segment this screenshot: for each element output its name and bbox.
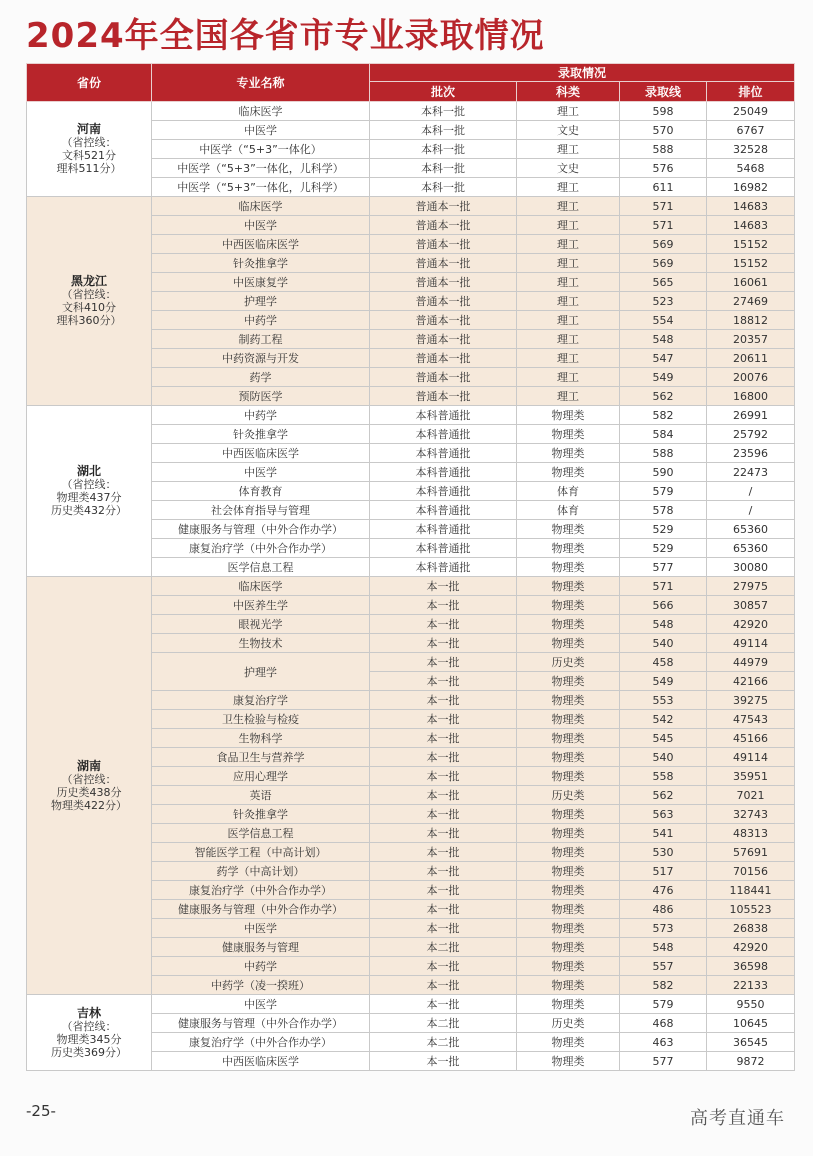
header-province: 省份 (27, 64, 152, 102)
cell-subject: 理工 (517, 368, 620, 387)
cell-major: 制药工程 (152, 330, 370, 349)
cell-rank: 22473 (707, 463, 795, 482)
cell-subject: 物理类 (517, 805, 620, 824)
cell-subject: 文史 (517, 159, 620, 178)
cell-major: 临床医学 (152, 197, 370, 216)
cell-major: 生物科学 (152, 729, 370, 748)
cell-major: 生物技术 (152, 634, 370, 653)
cell-major: 医学信息工程 (152, 558, 370, 577)
cell-batch: 本科普通批 (370, 444, 517, 463)
cell-rank: 44979 (707, 653, 795, 672)
cell-subject: 物理类 (517, 824, 620, 843)
cell-score: 517 (620, 862, 707, 881)
cell-batch: 本一批 (370, 710, 517, 729)
cell-subject: 理工 (517, 254, 620, 273)
cell-subject: 物理类 (517, 748, 620, 767)
cell-batch: 本科普通批 (370, 482, 517, 501)
cell-score: 579 (620, 995, 707, 1014)
cell-subject: 体育 (517, 501, 620, 520)
cell-rank: 48313 (707, 824, 795, 843)
cell-major: 中医学 (152, 121, 370, 140)
table-row (27, 406, 795, 425)
cell-subject: 物理类 (517, 444, 620, 463)
page-number: -25- (26, 1102, 56, 1120)
cell-rank: 16982 (707, 178, 795, 197)
cell-batch: 本一批 (370, 691, 517, 710)
cell-subject: 理工 (517, 178, 620, 197)
cell-major: 针灸推拿学 (152, 254, 370, 273)
province-name: 吉林 (76, 1005, 101, 1020)
cell-batch: 普通本一批 (370, 235, 517, 254)
cell-score: 549 (620, 368, 707, 387)
cell-rank: 20076 (707, 368, 795, 387)
cell-score: 566 (620, 596, 707, 615)
cell-rank: 26838 (707, 919, 795, 938)
cell-batch: 本科一批 (370, 178, 517, 197)
cell-batch: 本一批 (370, 577, 517, 596)
cell-major: 中药学（凌一揆班） (152, 976, 370, 995)
cell-major: 康复治疗学 (152, 691, 370, 710)
cell-rank: 35951 (707, 767, 795, 786)
cell-subject: 物理类 (517, 729, 620, 748)
cell-major: 临床医学 (152, 577, 370, 596)
cell-batch: 本一批 (370, 786, 517, 805)
cell-major: 中医学 (152, 919, 370, 938)
cell-rank: 15152 (707, 235, 795, 254)
cell-subject: 物理类 (517, 634, 620, 653)
cell-batch: 本一批 (370, 653, 517, 672)
province-name: 河南 (76, 122, 101, 136)
cell-major: 健康服务与管理 (152, 938, 370, 957)
cell-subject: 历史类 (517, 786, 620, 805)
cell-batch: 本科一批 (370, 121, 517, 140)
cell-subject: 物理类 (517, 900, 620, 919)
cell-subject: 理工 (517, 273, 620, 292)
cell-rank: 32743 (707, 805, 795, 824)
cell-subject: 文史 (517, 121, 620, 140)
cell-score: 523 (620, 292, 707, 311)
cell-subject: 物理类 (517, 710, 620, 729)
cell-major: 药学（中高计划） (152, 862, 370, 881)
cell-rank: 30080 (707, 558, 795, 577)
cell-rank: / (707, 482, 795, 501)
cell-subject: 理工 (517, 349, 620, 368)
cell-batch: 本二批 (370, 938, 517, 957)
cell-score: 582 (620, 976, 707, 995)
cell-batch: 普通本一批 (370, 330, 517, 349)
cell-rank: 7021 (707, 786, 795, 805)
cell-rank: 26991 (707, 406, 795, 425)
cell-score: 553 (620, 691, 707, 710)
cell-score: 541 (620, 824, 707, 843)
cell-rank: 16800 (707, 387, 795, 406)
cell-batch: 本一批 (370, 862, 517, 881)
header-admission-group: 录取情况 (370, 64, 795, 82)
province-cell (27, 102, 152, 197)
cell-batch: 本一批 (370, 729, 517, 748)
cell-score: 573 (620, 919, 707, 938)
cell-batch: 本二批 (370, 1033, 517, 1052)
province-cell (27, 995, 152, 1071)
cell-batch: 本一批 (370, 843, 517, 862)
cell-score: 590 (620, 463, 707, 482)
cell-score: 547 (620, 349, 707, 368)
cell-rank: 16061 (707, 273, 795, 292)
cell-batch: 本一批 (370, 805, 517, 824)
province-note: （省控线： (61, 1019, 117, 1033)
cell-subject: 物理类 (517, 843, 620, 862)
cell-subject: 物理类 (517, 995, 620, 1014)
cell-rank: 9550 (707, 995, 795, 1014)
cell-score: 554 (620, 311, 707, 330)
cell-subject: 物理类 (517, 1033, 620, 1052)
cell-batch: 本科一批 (370, 102, 517, 121)
province-cell (27, 406, 152, 577)
cell-rank: 25049 (707, 102, 795, 121)
cell-rank: 6767 (707, 121, 795, 140)
cell-batch: 本科普通批 (370, 463, 517, 482)
cell-score: 558 (620, 767, 707, 786)
cell-subject: 物理类 (517, 520, 620, 539)
cell-score: 540 (620, 634, 707, 653)
cell-major: 中医学（“5+3”一体化，儿科学） (152, 159, 370, 178)
cell-score: 476 (620, 881, 707, 900)
province-note: 历史类369分） (51, 1045, 127, 1059)
cell-score: 571 (620, 216, 707, 235)
cell-rank: 15152 (707, 254, 795, 273)
cell-score: 548 (620, 938, 707, 957)
cell-rank: 9872 (707, 1052, 795, 1071)
cell-major: 中医学（“5+3”一体化，儿科学） (152, 178, 370, 197)
cell-rank: 42166 (707, 672, 795, 691)
cell-subject: 物理类 (517, 862, 620, 881)
province-name: 黑龙江 (70, 274, 107, 288)
cell-batch: 本一批 (370, 767, 517, 786)
cell-major: 中医学 (152, 995, 370, 1014)
cell-rank: 20611 (707, 349, 795, 368)
cell-major: 护理学 (152, 653, 370, 691)
cell-subject: 物理类 (517, 558, 620, 577)
header-major: 专业名称 (152, 64, 370, 102)
cell-score: 578 (620, 501, 707, 520)
cell-batch: 本一批 (370, 976, 517, 995)
cell-major: 康复治疗学（中外合作办学） (152, 539, 370, 558)
table-row (27, 102, 795, 121)
cell-subject: 历史类 (517, 653, 620, 672)
cell-major: 食品卫生与营养学 (152, 748, 370, 767)
cell-rank: 57691 (707, 843, 795, 862)
province-note: 文科521分 (62, 149, 116, 162)
cell-subject: 物理类 (517, 596, 620, 615)
cell-rank: 42920 (707, 938, 795, 957)
page-title: 2024年全国各省市专业录取情况 (26, 16, 545, 56)
cell-rank: 27469 (707, 292, 795, 311)
cell-score: 582 (620, 406, 707, 425)
cell-batch: 本一批 (370, 824, 517, 843)
cell-rank: 30857 (707, 596, 795, 615)
cell-rank: 49114 (707, 748, 795, 767)
cell-subject: 物理类 (517, 672, 620, 691)
cell-batch: 本科一批 (370, 159, 517, 178)
table-body (27, 102, 795, 1071)
cell-rank: 39275 (707, 691, 795, 710)
cell-rank: 10645 (707, 1014, 795, 1033)
cell-rank: 42920 (707, 615, 795, 634)
cell-score: 588 (620, 444, 707, 463)
province-note: 物理类422分） (51, 798, 127, 812)
cell-score: 562 (620, 387, 707, 406)
cell-subject: 物理类 (517, 539, 620, 558)
cell-major: 中医学（“5+3”一体化） (152, 140, 370, 159)
province-note: （省控线： (61, 288, 117, 301)
cell-batch: 普通本一批 (370, 292, 517, 311)
province-note: 理科511分） (56, 162, 122, 175)
cell-batch: 本一批 (370, 596, 517, 615)
cell-rank: 23596 (707, 444, 795, 463)
province-name: 湖南 (76, 758, 101, 773)
cell-batch: 普通本一批 (370, 368, 517, 387)
cell-batch: 本科普通批 (370, 406, 517, 425)
cell-subject: 物理类 (517, 406, 620, 425)
cell-batch: 普通本一批 (370, 349, 517, 368)
province-cell (27, 577, 152, 995)
table-row (27, 577, 795, 596)
province-name: 湖北 (76, 464, 101, 478)
province-note: 理科360分） (56, 314, 122, 327)
cell-major: 中西医临床医学 (152, 444, 370, 463)
header-score: 录取线 (620, 82, 707, 102)
cell-rank: 65360 (707, 539, 795, 558)
cell-major: 药学 (152, 368, 370, 387)
cell-major: 社会体育指导与管理 (152, 501, 370, 520)
cell-subject: 物理类 (517, 767, 620, 786)
cell-score: 529 (620, 520, 707, 539)
cell-rank: 5468 (707, 159, 795, 178)
cell-subject: 物理类 (517, 938, 620, 957)
cell-subject: 理工 (517, 292, 620, 311)
cell-batch: 本一批 (370, 881, 517, 900)
cell-major: 中医学 (152, 463, 370, 482)
province-note: 文科410分 (62, 301, 116, 314)
header-subject: 科类 (517, 82, 620, 102)
cell-batch: 本二批 (370, 1014, 517, 1033)
cell-score: 458 (620, 653, 707, 672)
cell-batch: 本科普通批 (370, 539, 517, 558)
cell-rank: 22133 (707, 976, 795, 995)
cell-major: 康复治疗学（中外合作办学） (152, 1033, 370, 1052)
cell-batch: 普通本一批 (370, 254, 517, 273)
cell-major: 康复治疗学（中外合作办学） (152, 881, 370, 900)
cell-subject: 物理类 (517, 976, 620, 995)
cell-subject: 理工 (517, 197, 620, 216)
cell-batch: 本科普通批 (370, 558, 517, 577)
cell-subject: 历史类 (517, 1014, 620, 1033)
cell-major: 中药学 (152, 957, 370, 976)
cell-subject: 物理类 (517, 919, 620, 938)
cell-subject: 物理类 (517, 1052, 620, 1071)
cell-major: 健康服务与管理（中外合作办学） (152, 520, 370, 539)
cell-batch: 本一批 (370, 634, 517, 653)
cell-batch: 本科普通批 (370, 520, 517, 539)
province-cell (27, 197, 152, 406)
cell-major: 护理学 (152, 292, 370, 311)
cell-major: 应用心理学 (152, 767, 370, 786)
cell-rank: 47543 (707, 710, 795, 729)
cell-major: 卫生检验与检疫 (152, 710, 370, 729)
cell-subject: 理工 (517, 330, 620, 349)
cell-score: 579 (620, 482, 707, 501)
cell-score: 548 (620, 330, 707, 349)
cell-major: 中医康复学 (152, 273, 370, 292)
cell-rank: 32528 (707, 140, 795, 159)
table-row (27, 197, 795, 216)
cell-batch: 普通本一批 (370, 273, 517, 292)
cell-score: 565 (620, 273, 707, 292)
cell-subject: 物理类 (517, 425, 620, 444)
cell-major: 针灸推拿学 (152, 425, 370, 444)
cell-score: 468 (620, 1014, 707, 1033)
brand-label: 高考直通车 (690, 1108, 785, 1129)
table-row (27, 995, 795, 1014)
cell-subject: 物理类 (517, 577, 620, 596)
cell-major: 健康服务与管理（中外合作办学） (152, 1014, 370, 1033)
cell-major: 中西医临床医学 (152, 1052, 370, 1071)
province-note: （省控线： (61, 478, 117, 491)
cell-score: 569 (620, 254, 707, 273)
cell-major: 中药学 (152, 311, 370, 330)
cell-score: 571 (620, 197, 707, 216)
cell-subject: 理工 (517, 235, 620, 254)
cell-score: 557 (620, 957, 707, 976)
cell-score: 486 (620, 900, 707, 919)
cell-batch: 本一批 (370, 615, 517, 634)
cell-batch: 本一批 (370, 748, 517, 767)
cell-rank: 49114 (707, 634, 795, 653)
cell-batch: 普通本一批 (370, 197, 517, 216)
cell-rank: 70156 (707, 862, 795, 881)
cell-major: 中医养生学 (152, 596, 370, 615)
cell-batch: 本科普通批 (370, 425, 517, 444)
cell-major: 临床医学 (152, 102, 370, 121)
cell-major: 中药资源与开发 (152, 349, 370, 368)
cell-major: 中药学 (152, 406, 370, 425)
cell-rank: 118441 (707, 881, 795, 900)
cell-score: 588 (620, 140, 707, 159)
cell-subject: 物理类 (517, 691, 620, 710)
cell-major: 中西医临床医学 (152, 235, 370, 254)
header-batch: 批次 (370, 82, 517, 102)
cell-batch: 本一批 (370, 1052, 517, 1071)
cell-rank: 14683 (707, 216, 795, 235)
cell-batch: 本一批 (370, 957, 517, 976)
cell-rank: 45166 (707, 729, 795, 748)
cell-score: 545 (620, 729, 707, 748)
cell-rank: 18812 (707, 311, 795, 330)
province-note: 历史类432分） (51, 504, 127, 517)
cell-score: 577 (620, 558, 707, 577)
cell-rank: 36598 (707, 957, 795, 976)
cell-batch: 普通本一批 (370, 216, 517, 235)
cell-score: 570 (620, 121, 707, 140)
cell-subject: 物理类 (517, 881, 620, 900)
cell-major: 医学信息工程 (152, 824, 370, 843)
cell-subject: 物理类 (517, 463, 620, 482)
cell-rank: 105523 (707, 900, 795, 919)
province-note: （省控线： (61, 772, 117, 786)
cell-batch: 本科一批 (370, 140, 517, 159)
cell-batch: 普通本一批 (370, 311, 517, 330)
cell-major: 针灸推拿学 (152, 805, 370, 824)
cell-score: 542 (620, 710, 707, 729)
cell-rank: 14683 (707, 197, 795, 216)
cell-rank: 25792 (707, 425, 795, 444)
cell-score: 548 (620, 615, 707, 634)
cell-score: 549 (620, 672, 707, 691)
cell-rank: 20357 (707, 330, 795, 349)
cell-subject: 物理类 (517, 957, 620, 976)
cell-subject: 体育 (517, 482, 620, 501)
cell-subject: 物理类 (517, 615, 620, 634)
cell-score: 530 (620, 843, 707, 862)
cell-score: 529 (620, 539, 707, 558)
cell-batch: 本一批 (370, 672, 517, 691)
cell-score: 611 (620, 178, 707, 197)
province-note: 物理类345分 (56, 1032, 122, 1046)
cell-score: 463 (620, 1033, 707, 1052)
cell-rank: / (707, 501, 795, 520)
cell-subject: 理工 (517, 102, 620, 121)
cell-score: 540 (620, 748, 707, 767)
cell-major: 健康服务与管理（中外合作办学） (152, 900, 370, 919)
admission-table (26, 63, 795, 1071)
cell-score: 576 (620, 159, 707, 178)
cell-major: 预防医学 (152, 387, 370, 406)
cell-subject: 理工 (517, 311, 620, 330)
cell-rank: 65360 (707, 520, 795, 539)
cell-rank: 36545 (707, 1033, 795, 1052)
cell-subject: 理工 (517, 140, 620, 159)
cell-major: 智能医学工程（中高计划） (152, 843, 370, 862)
header-rank: 排位 (707, 82, 795, 102)
cell-batch: 本一批 (370, 995, 517, 1014)
cell-score: 562 (620, 786, 707, 805)
cell-score: 584 (620, 425, 707, 444)
cell-batch: 普通本一批 (370, 387, 517, 406)
cell-subject: 理工 (517, 216, 620, 235)
cell-major: 中医学 (152, 216, 370, 235)
province-note: 历史类438分 (56, 785, 122, 799)
cell-batch: 本一批 (370, 900, 517, 919)
province-note: （省控线： (61, 136, 117, 149)
cell-subject: 理工 (517, 387, 620, 406)
cell-major: 英语 (152, 786, 370, 805)
cell-score: 577 (620, 1052, 707, 1071)
cell-major: 体育教育 (152, 482, 370, 501)
cell-score: 571 (620, 577, 707, 596)
cell-score: 598 (620, 102, 707, 121)
cell-batch: 本一批 (370, 919, 517, 938)
cell-rank: 27975 (707, 577, 795, 596)
province-note: 物理类437分 (56, 491, 122, 504)
cell-major: 眼视光学 (152, 615, 370, 634)
cell-score: 563 (620, 805, 707, 824)
cell-batch: 本科普通批 (370, 501, 517, 520)
cell-score: 569 (620, 235, 707, 254)
